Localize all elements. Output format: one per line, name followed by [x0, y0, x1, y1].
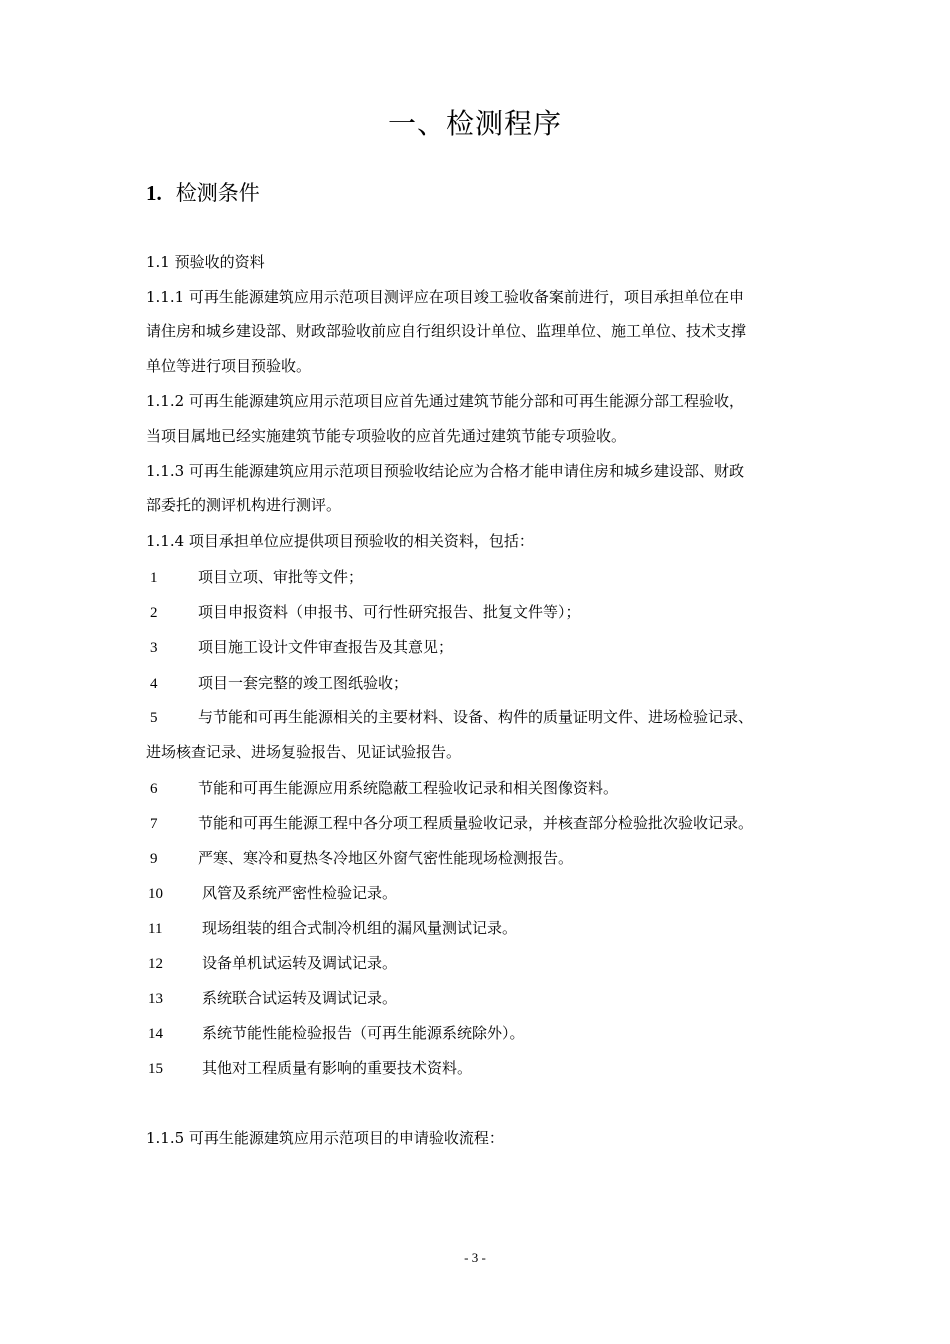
list-item	[146, 1057, 472, 1080]
list-item-text: 严寒、寒冷和夏热冬冷地区外窗气密性能现场检测报告。	[198, 849, 574, 867]
list-item	[146, 601, 581, 624]
list-item-number: 11	[148, 921, 163, 937]
list-item	[146, 672, 408, 695]
section-number: 1.	[146, 181, 162, 205]
list-item	[146, 706, 753, 729]
section-heading	[146, 176, 260, 210]
page-number: - 3 -	[464, 1250, 486, 1265]
list-item-text: 节能和可再生能源应用系统隐蔽工程验收记录和相关图像资料。	[198, 779, 619, 797]
list-item-text: 与节能和可再生能源相关的主要材料、设备、构件的质量证明文件、进场检验记录、	[198, 708, 754, 726]
list-item	[146, 812, 753, 835]
paragraph-1-1-3-line-2: 部委托的测评机构进行测评。	[146, 496, 342, 514]
list-item	[146, 777, 618, 800]
list-item	[146, 636, 453, 659]
list-item-number: 14	[148, 1026, 163, 1042]
list-item-text: 风管及系统严密性检验记录。	[202, 884, 398, 902]
list-item-text: 其他对工程质量有影响的重要技术资料。	[202, 1059, 473, 1077]
paragraph-1-1-4: 1.1.4 项目承担单位应提供项目预验收的相关资料，包括：	[146, 532, 534, 550]
list-item-number: 9	[150, 851, 158, 867]
paragraph-1-1-2-line-2: 当项目属地已经实施建筑节能专项验收的应首先通过建筑节能专项验收。	[146, 427, 627, 445]
list-item-text: 设备单机试运转及调试记录。	[202, 954, 398, 972]
list-item-number: 7	[150, 816, 158, 832]
paragraph-1-1-3-line-1: 1.1.3 可再生能源建筑应用示范项目预验收结论应为合格才能申请住房和城乡建设部、财政	[146, 462, 744, 480]
paragraph-1-1-1-line-3: 单位等进行项目预验收。	[146, 357, 312, 375]
section-label: 检测条件	[175, 181, 260, 205]
list-item-text: 系统联合试运转及调试记录。	[202, 989, 398, 1007]
list-item-number: 12	[148, 956, 163, 972]
paragraph-1-1-1-line-2: 请住房和城乡建设部、财政部验收前应自行组织设计单位、监理单位、施工单位、技术支撑	[146, 322, 747, 340]
list-item-text: 系统节能性能检验报告（可再生能源系统除外）。	[202, 1024, 525, 1042]
list-item	[146, 1022, 525, 1045]
list-item-text: 项目施工设计文件审查报告及其意见；	[198, 638, 454, 656]
paragraph-1-1-5: 1.1.5 可再生能源建筑应用示范项目的申请验收流程：	[146, 1129, 504, 1147]
list-item	[146, 952, 397, 975]
list-item-number: 4	[150, 676, 158, 692]
list-item-number: 10	[148, 886, 163, 902]
list-item-continuation: 进场核查记录、进场复验报告、见证试验报告。	[146, 743, 462, 761]
paragraph-1-1-1-line-1: 1.1.1 可再生能源建筑应用示范项目测评应在项目竣工验收备案前进行，项目承担单位在申	[146, 288, 744, 306]
list-item-number: 13	[148, 991, 163, 1007]
list-item-number: 6	[150, 781, 158, 797]
subsection-1-1: 1.1 预验收的资料	[146, 253, 265, 271]
list-item-text: 项目申报资料（申报书、可行性研究报告、批复文件等）；	[198, 603, 581, 621]
list-item	[146, 566, 363, 589]
page-title: 一、检测程序	[387, 107, 562, 140]
list-item	[146, 987, 397, 1010]
list-item-number: 3	[150, 640, 158, 656]
paragraph-1-1-2-line-1: 1.1.2 可再生能源建筑应用示范项目应首先通过建筑节能分部和可再生能源分部工程验收，	[146, 392, 744, 410]
list-item-number: 1	[150, 570, 158, 586]
list-item-text: 项目立项、审批等文件；	[198, 568, 364, 586]
list-item-text: 现场组装的组合式制冷机组的漏风量测试记录。	[202, 919, 518, 937]
list-item-text: 项目一套完整的竣工图纸验收；	[198, 674, 409, 692]
list-item-number: 5	[150, 710, 158, 726]
list-item	[146, 882, 397, 905]
list-item	[146, 847, 573, 870]
list-item-text: 节能和可再生能源工程中各分项工程质量验收记录，并核查部分检验批次验收记录。	[198, 814, 754, 832]
list-item-number: 15	[148, 1061, 163, 1077]
list-item-number: 2	[150, 605, 158, 621]
list-item	[146, 917, 517, 940]
